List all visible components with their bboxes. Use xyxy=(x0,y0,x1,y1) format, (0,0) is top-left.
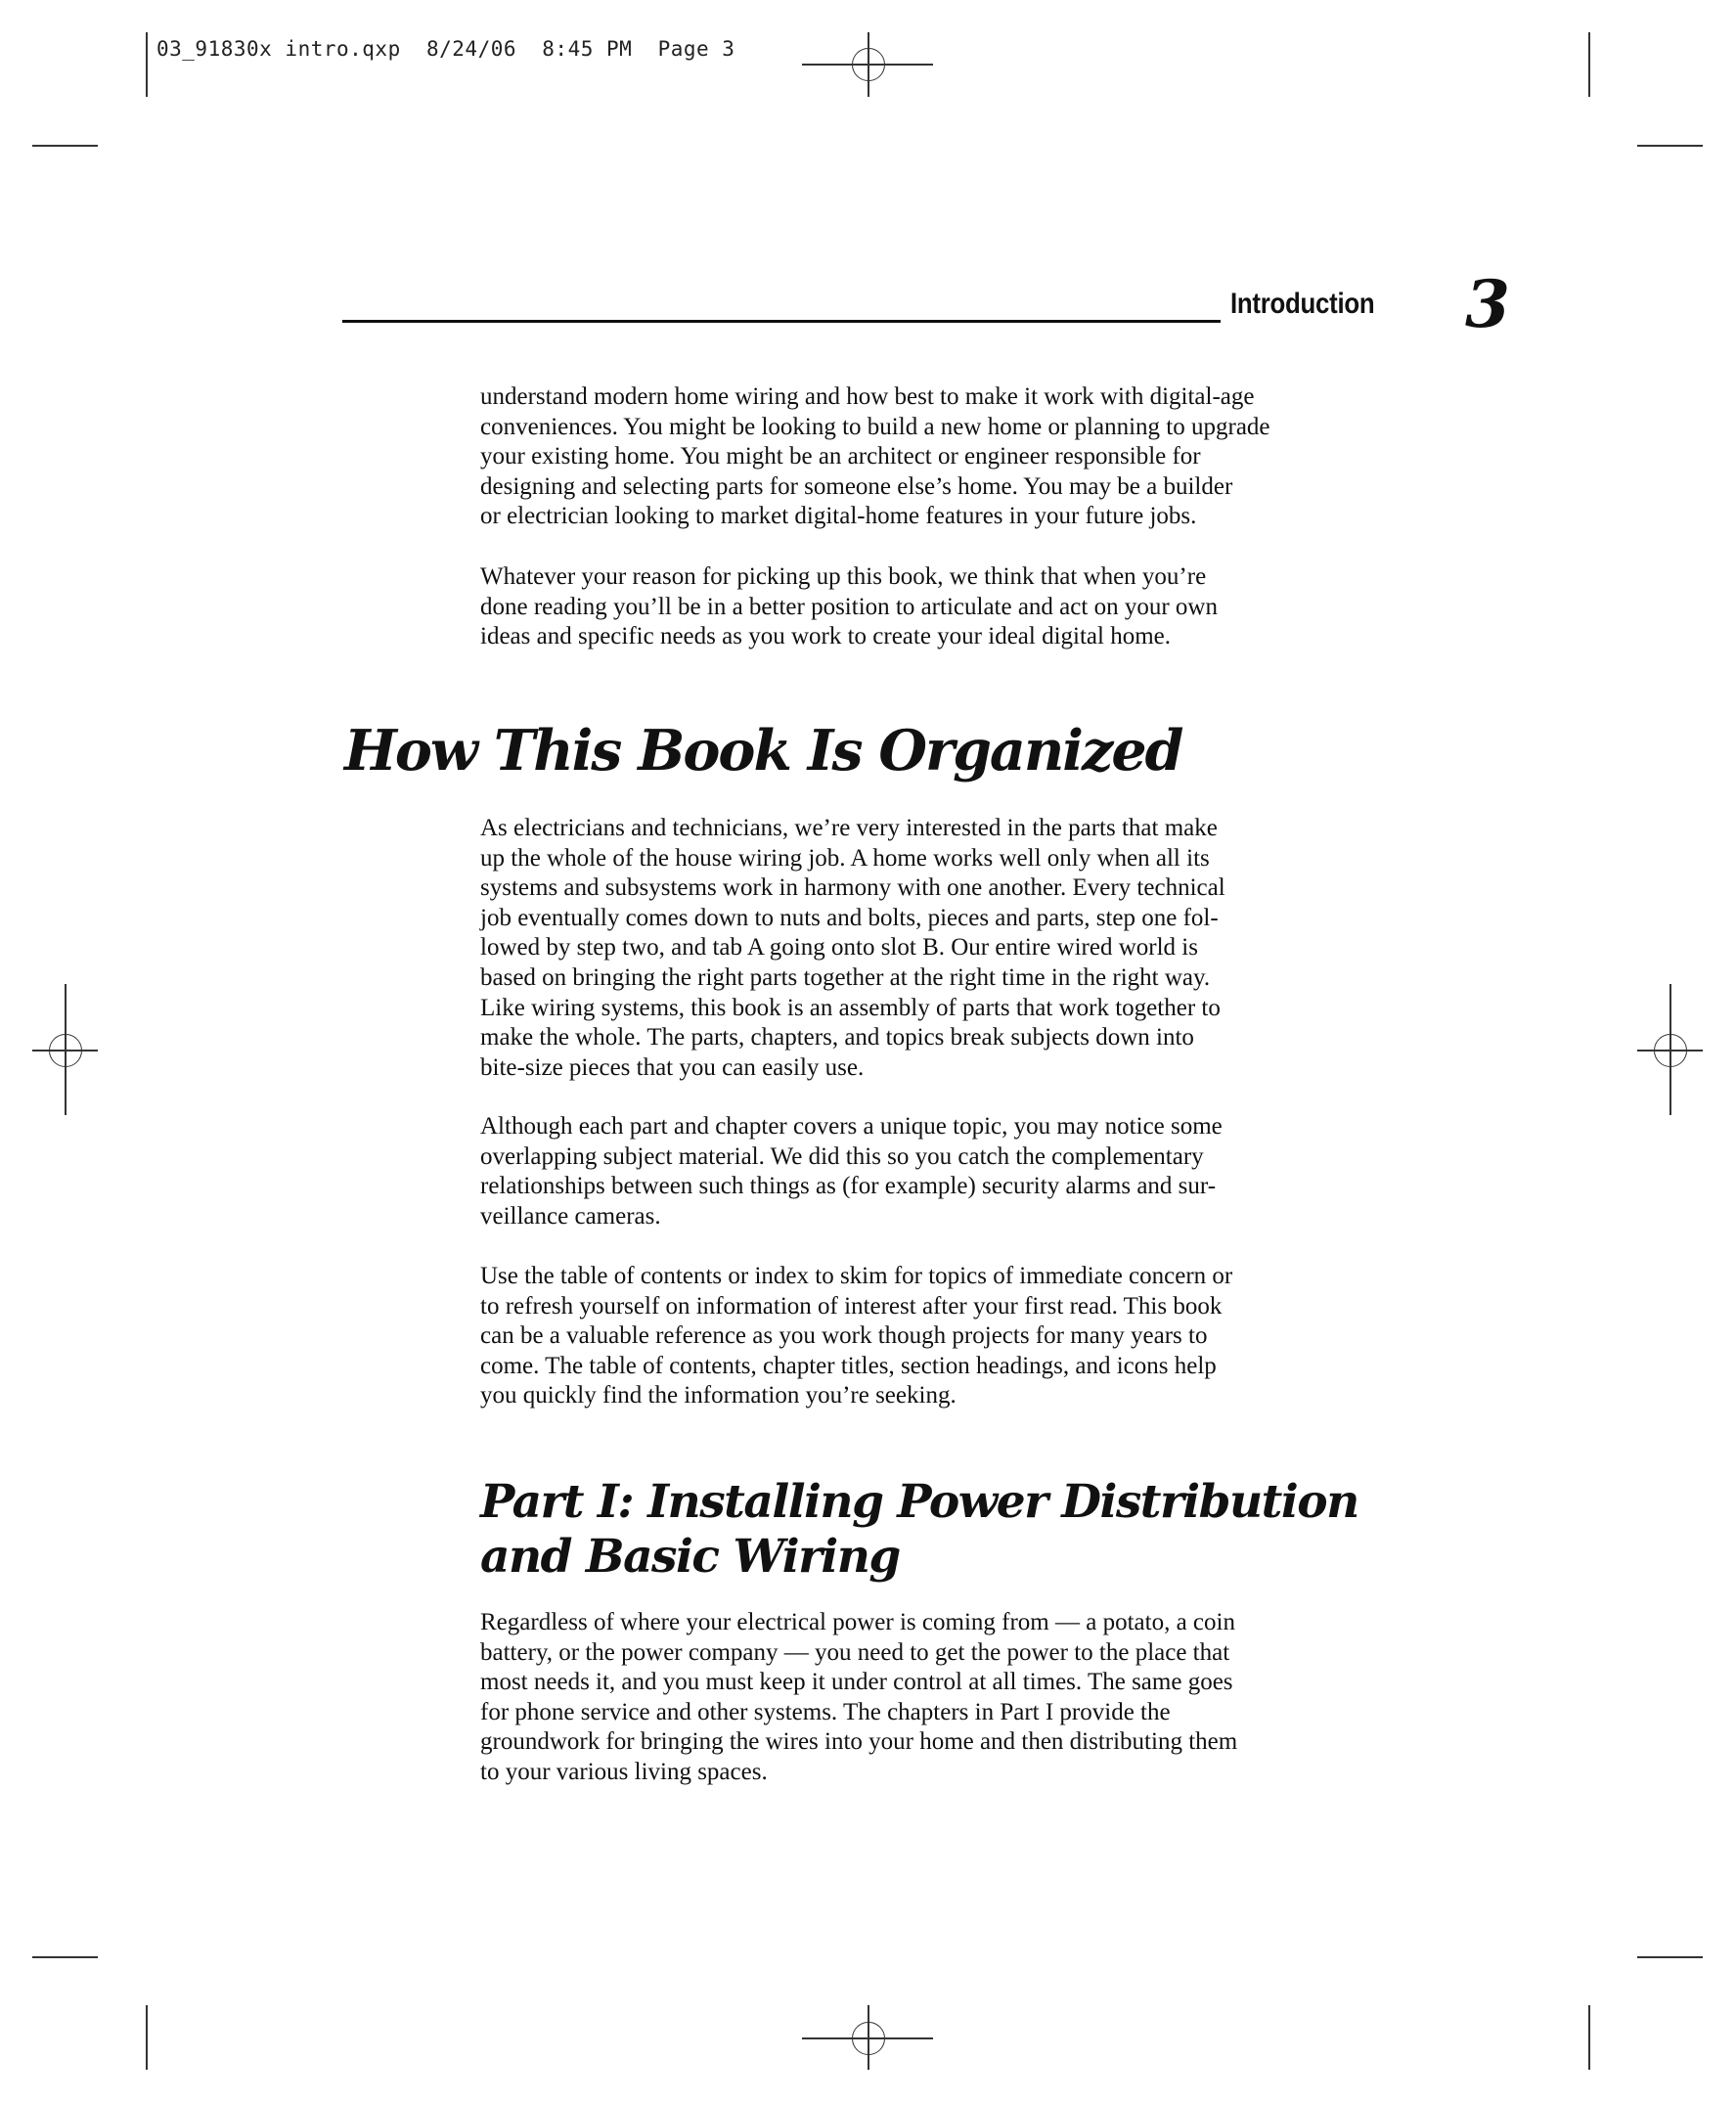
body-paragraph: Regardless of where your electrical power is coming from — a potato, a coin battery, or the power company — you need to get the power to the place that most needs it, and you must keep it under control at all times. The same goes for phone service and other systems. The chapters in Part I provide the groundwork for bringing the wires into your home and then distributing them to your various living spaces. xyxy=(480,1609,1238,1785)
header-rule xyxy=(342,320,1221,323)
registration-mark-icon xyxy=(1654,1034,1687,1067)
crop-mark xyxy=(32,145,98,147)
subsection-heading xyxy=(480,1475,1358,1585)
crop-mark xyxy=(1637,145,1703,147)
printer-slug: 03_91830x intro.qxp 8/24/06 8:45 PM Page 3 xyxy=(156,37,735,61)
crop-mark xyxy=(1588,32,1590,97)
running-head: Introduction xyxy=(1230,288,1375,320)
crop-mark xyxy=(146,2005,148,2070)
body-paragraph: As electricians and technicians, we’re very interested in the parts that make up the whole of the house wiring job. A home works well only when all its systems and subsystems work in harmony with one another. Every technical job eventually comes down to nuts and bolts, pieces and parts, step one fol- lowed by step two, and tab A going onto slot B. Our entire wired world is based on bringing the right parts together at the right time in the right way. Like wiring systems, this book is an assembly of parts that work together to make the whole. The parts, chapters, and topics break subjects down into bite-size pieces that you can easily use. xyxy=(480,815,1225,1081)
registration-mark-icon xyxy=(49,1034,82,1067)
body-paragraph: understand modern home wiring and how best to make it work with digital-age conveniences. You might be looking to build a new home or planning to upgrade your existing home. You might be an architect or engineer responsible for designing and selecting parts for someone else’s home. You may be a builder or electrician looking to market digital-home features in your future jobs. xyxy=(480,383,1270,530)
crop-mark xyxy=(32,1956,98,1958)
subsection-heading-line: and Basic Wiring xyxy=(480,1530,900,1584)
body-paragraph: Whatever your reason for picking up this book, we think that when you’re done reading you’ll be in a better position to articulate and act on your own ideas and specific needs as you work to create your ideal digital home. xyxy=(480,563,1218,650)
crop-mark xyxy=(1637,1956,1703,1958)
page-number: 3 xyxy=(1465,266,1510,342)
body-paragraph: Although each part and chapter covers a unique topic, you may notice some overlapping subject material. We did this so you catch the complementary relationships between such things as (for example) security alarms and sur- veillance cameras. xyxy=(480,1113,1223,1230)
section-heading: How This Book Is Organized xyxy=(344,718,1182,783)
registration-mark-icon xyxy=(852,2022,885,2055)
subsection-heading-line: Part I: Installing Power Distribution xyxy=(480,1475,1358,1529)
crop-mark xyxy=(1588,2005,1590,2070)
crop-mark xyxy=(146,32,148,97)
registration-mark-icon xyxy=(852,48,885,81)
body-paragraph: Use the table of contents or index to skim for topics of immediate concern or to refresh yourself on information of interest after your first read. This book can be a valuable reference as you work though projects for many years to come. The table of contents, chapter titles, section headings, and icons help you quickly find the information you’re seeking. xyxy=(480,1263,1233,1409)
